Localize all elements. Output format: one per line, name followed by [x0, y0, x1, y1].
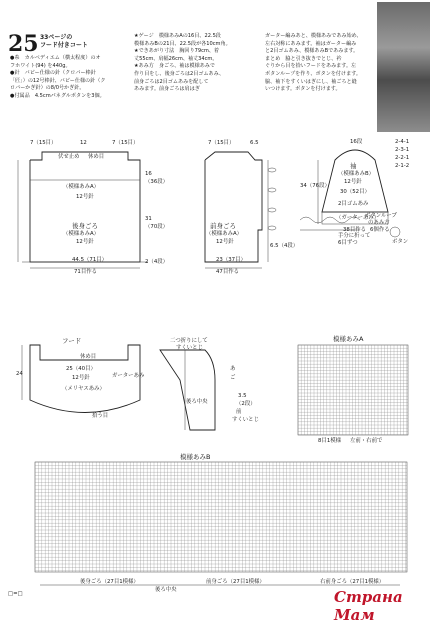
sleeve-total: 38目作る [343, 227, 367, 233]
instruction-line: ガーター編みあと、模様あみであみ始め、 [265, 33, 362, 39]
back-height-2: 31 （70段） [145, 216, 169, 230]
hood-center: 後ろ中央 [186, 399, 208, 405]
side-note: ご [230, 375, 236, 381]
chart-b-back-label: 後身ごろ（27目1模様） [80, 579, 139, 585]
chart-b-title: 模様あみB [180, 453, 211, 461]
front-top-right-dim: 6.5 [250, 140, 259, 146]
front-title: 前身ごろ [210, 222, 236, 230]
instruction-line: ぐりから目を拾いフードをあみます。左 [265, 63, 357, 70]
sleeve-rib: 2目ゴムあみ [338, 201, 369, 207]
chart-a-legend: 8目1模様 [318, 438, 342, 444]
loop-note-2: 6目ずつ [338, 240, 358, 246]
chart-b-right-label: 右前身ごろ（27目1模様） [320, 579, 385, 585]
chart-b-front-label: 前身ごろ（27目1模様） [206, 579, 265, 585]
back-top-right-dim: 7（15目） [112, 140, 139, 146]
materials-line: ロバーかぎ針）の8/0号かぎ針。 [10, 85, 85, 92]
instruction-line: 脇、袖下をすくいはぎにし、袖ごろと縫 [265, 78, 357, 85]
sleeve-pattern: （模様あみB） [338, 171, 375, 177]
hood-fold-note: 二つ折りにして [170, 338, 208, 344]
pattern-number: 25 [8, 31, 39, 57]
back-total: 71目作る [74, 269, 98, 275]
sleeve-top-rows: 16段 [350, 139, 363, 145]
gauge-line: ★できあがり寸法 胸回り79cm、着 [134, 48, 220, 55]
materials-line: ●付属品 4.5cmパネグルボタンを3個。 [10, 92, 105, 99]
page-reference: 33ページの [40, 34, 73, 41]
back-height: 16 （36段） [145, 171, 169, 185]
side-note: すくいとじ [232, 417, 259, 423]
loop-note-1: 手分に折って [338, 233, 371, 239]
materials-line: ●針 バビー仕様の針（クロバー棒針 [10, 70, 96, 77]
loop-title: ボタンループ [365, 213, 397, 219]
loop-title-2: のあみ方 [368, 220, 390, 226]
chart-a-title: 模様あみA [333, 335, 364, 343]
hood-garter: ガーターあみ [112, 373, 145, 379]
materials-line: 「匠」）の12号棒針、バビー仕様の針（ク [10, 77, 106, 84]
back-side-pattern: （模様あみA） [63, 184, 100, 190]
back-bind-off: 伏せ止め [58, 154, 80, 160]
sleeve-length: 34（76段） [300, 183, 330, 189]
loop-note-3: ボタン [392, 239, 409, 245]
hood-needle: 12号針 [72, 375, 90, 381]
sleeve-needle: 12号針 [344, 179, 362, 185]
sleeve-garter: （ガーターあみ） [336, 215, 380, 221]
back-height-3: 2（4段） [145, 259, 169, 265]
hood-width: 25（40目） [66, 366, 96, 372]
back-pattern: （模様あみA） [63, 231, 100, 237]
side-note: 前 [236, 409, 242, 415]
gauge-line: あみます。前身ごろは肩はぎ [134, 86, 200, 93]
side-note: あ [230, 366, 236, 372]
back-rest-stitches: 休め目 [88, 154, 105, 160]
gauge-line: 前身ごろは2目ゴムあみを配して [134, 78, 209, 85]
front-top-left-dim: 7（15目） [208, 140, 235, 146]
loop-count: 6個作る [370, 227, 390, 233]
side-note: 3.5 [238, 393, 247, 399]
gauge-line: 作り目をし、後身ごろは2目ゴムあみ、 [134, 70, 225, 77]
hood-fold-note-2: すくいとじ [176, 345, 203, 351]
materials-line: フホワイト(94) を440g。 [10, 62, 71, 69]
sleeve-title: 袖 [350, 162, 357, 170]
instruction-line: ボタンループを作り、ボタンを付けます。 [265, 70, 361, 77]
hood-pattern: （メリヤスあみ） [62, 386, 105, 392]
gauge-line: ★ゲージ 模様あみAの16目、22.5段 [134, 33, 221, 39]
materials-line: ●糸 カルペディエム（横太程度）のオ [10, 55, 101, 61]
instruction-line: 左右対称にあみます。袖はガーター編み [265, 40, 357, 47]
front-needle: 12号針 [216, 239, 234, 245]
back-needle: 12号針 [76, 239, 94, 245]
side-note: （2段） [236, 401, 256, 407]
instruction-line: まとめ 脇と引き抜きでとじ、衿 [265, 55, 342, 62]
hood-title: フード [62, 337, 82, 345]
chart-a-legend-2: 左前・右前で [350, 438, 383, 444]
chart-b-legend: □=□ [8, 591, 23, 597]
front-width: 23（37目） [216, 257, 246, 263]
front-total: 47目作る [216, 269, 240, 275]
gauge-line: 丈55cm、肩幅26cm、袖丈34cm。 [134, 55, 218, 62]
hood-pickup: 拾う目 [92, 413, 109, 419]
gauge-line: 模様あみBの21目、22.5段が各10cm角。 [134, 40, 231, 47]
back-side-needle: 12号針 [76, 194, 94, 200]
back-title: 後身ごろ [72, 222, 98, 230]
pattern-title: フード付きコート [40, 42, 88, 49]
watermark: Страна Мам [334, 588, 403, 624]
back-width: 44.5（71目） [72, 257, 108, 263]
gauge-line: ★あみ方 身ごろ、袖は模様あみで [134, 63, 215, 70]
instruction-line: いつけます。ボタンを付けます。 [265, 86, 341, 93]
sleeve-shaping-rows: 2-4-1 2-3-1 2-2-1 2-1-2 [395, 139, 410, 169]
sleeve-width: 30（52目） [340, 189, 370, 195]
hood-height: 24 [16, 371, 23, 377]
hood-rest: 休め目 [80, 354, 97, 360]
back-top-left-dim: 7（15目） [30, 140, 57, 146]
front-pattern: （模様あみA） [206, 231, 243, 237]
back-top-mid-dim: 12 [80, 140, 87, 146]
chart-b-center-label: 後ろ中央 [155, 587, 177, 593]
front-buttonhole-dim: 6.5（4段） [270, 243, 299, 249]
instruction-line: と2目ゴムあみ、模様あみBであみます。 [265, 48, 359, 55]
